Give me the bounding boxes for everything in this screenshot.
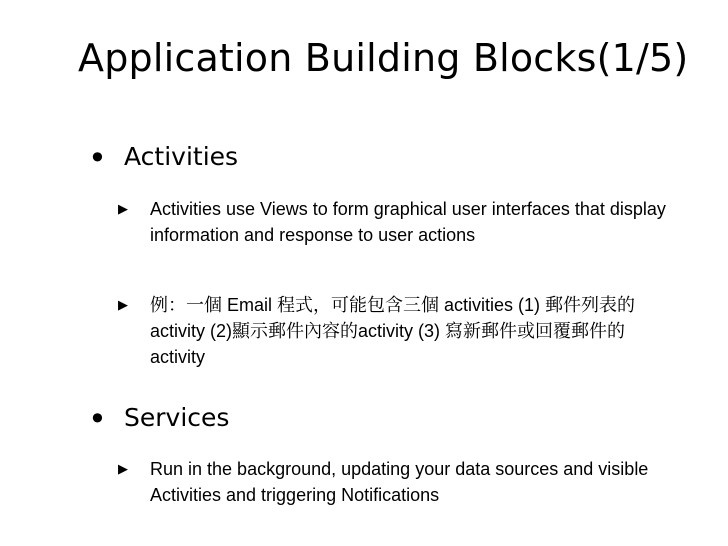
sub-bullet-text: Activities use Views to form graphical user interfaces that display information and response to user actions — [150, 199, 666, 245]
sub-bullet-text: Run in the background, updating your data sources and visible Activities and triggering Notifications — [150, 459, 649, 505]
triangle-right-icon: ▶ — [118, 461, 128, 476]
sub-bullet-text: 例：一個 Email 程式，可能包含三個 activities (1) 郵件列表的activity (2)顯示郵件內容的activity (3) 寫新郵件或回覆郵件的activity — [150, 295, 636, 367]
triangle-right-icon: ▶ — [118, 297, 128, 312]
bullet-dot-icon: • — [88, 139, 107, 177]
bullet-label: Activities — [124, 142, 239, 171]
bullet-label: Services — [124, 403, 230, 432]
bullet-dot-icon: • — [88, 400, 107, 438]
triangle-right-icon: ▶ — [118, 201, 128, 216]
slide-title: Application Building Blocks(1/5) — [78, 36, 689, 80]
